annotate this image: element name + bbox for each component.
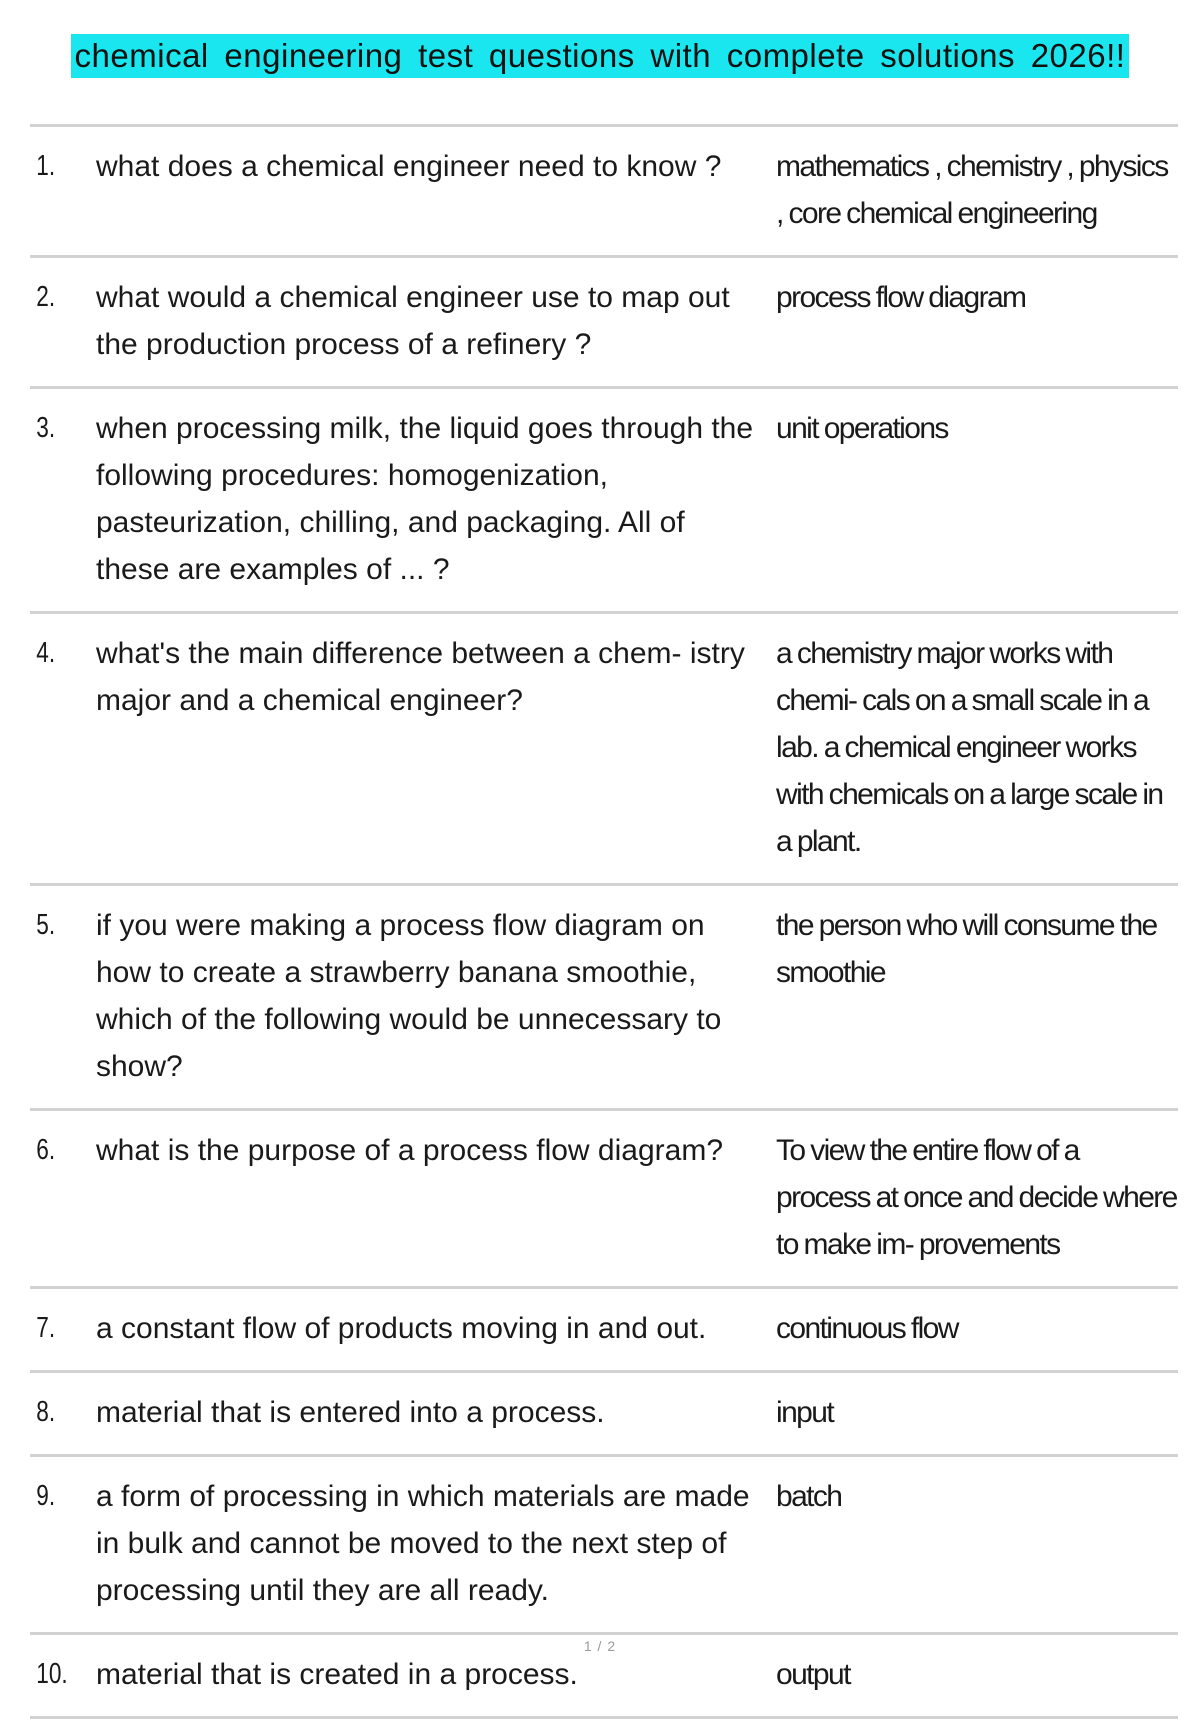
question-text: material that is entered into a process.: [96, 1396, 605, 1429]
question-text: a form of processing in which materials are made in bulk and cannot be moved to the next step of processing until they are all ready.: [96, 1480, 750, 1607]
page-indicator: 1 / 2: [583, 1638, 617, 1654]
question-number: 3.: [36, 412, 56, 444]
question-number: 8.: [36, 1396, 56, 1428]
answer-text: process flow diagram: [776, 281, 1026, 314]
question-number: 4.: [36, 637, 56, 669]
answer-text: mathematics , chemistry , physics , core chemical engineering: [776, 150, 1168, 230]
qa-row: [30, 883, 1178, 1108]
qa-row: [30, 1108, 1178, 1286]
answer-text: batch: [776, 1480, 842, 1513]
question-text: material that is created in a process.: [96, 1658, 578, 1691]
answer-text: output: [776, 1658, 850, 1691]
question-number: 6.: [36, 1134, 56, 1166]
answer-text: To view the entire flow of a process at once and decide where to make im- provements: [776, 1134, 1177, 1261]
question-number: 9.: [36, 1480, 56, 1512]
qa-row: [30, 1370, 1178, 1454]
answer-text: input: [776, 1396, 834, 1429]
qa-row: [30, 611, 1178, 883]
answer-text: the person who will consume the smoothie: [776, 909, 1157, 989]
question-text: what would a chemical engineer use to map out the production process of a refinery ?: [96, 281, 730, 361]
qa-row: [30, 1286, 1178, 1370]
qa-row: [30, 386, 1178, 611]
question-text: a constant flow of products moving in and out.: [96, 1312, 707, 1345]
question-number: 2.: [36, 281, 56, 313]
question-number: 1.: [36, 150, 56, 182]
question-text: what does a chemical engineer need to know ?: [96, 150, 722, 183]
question-number: 7.: [36, 1312, 56, 1344]
page-title: chemical engineering test questions with complete solutions 2026!!: [71, 34, 1130, 78]
qa-row: [30, 124, 1178, 255]
question-text: what is the purpose of a process flow diagram?: [96, 1134, 723, 1167]
question-text: what's the main difference between a chem- istry major and a chemical engineer?: [96, 637, 745, 717]
question-text: if you were making a process flow diagram on how to create a strawberry banana smoothie, which of the following would be unnecessary to show?: [96, 909, 722, 1083]
question-text: when processing milk, the liquid goes through the following procedures: homogenization, pasteurization, chilling, and packaging. All of these are examples of ... ?: [96, 412, 754, 586]
qa-row: [30, 255, 1178, 386]
question-number: 10.: [36, 1658, 68, 1690]
question-number: 5.: [36, 909, 56, 941]
answer-text: continuous flow: [776, 1312, 958, 1345]
qa-row: [30, 1454, 1178, 1632]
qa-list: [30, 124, 1178, 1719]
answer-text: unit operations: [776, 412, 948, 445]
answer-text: a chemistry major works with chemi- cals on a small scale in a lab. a chemical engineer works with chemicals on a large scale in a plant.: [776, 637, 1163, 858]
title-container: [0, 34, 1200, 78]
